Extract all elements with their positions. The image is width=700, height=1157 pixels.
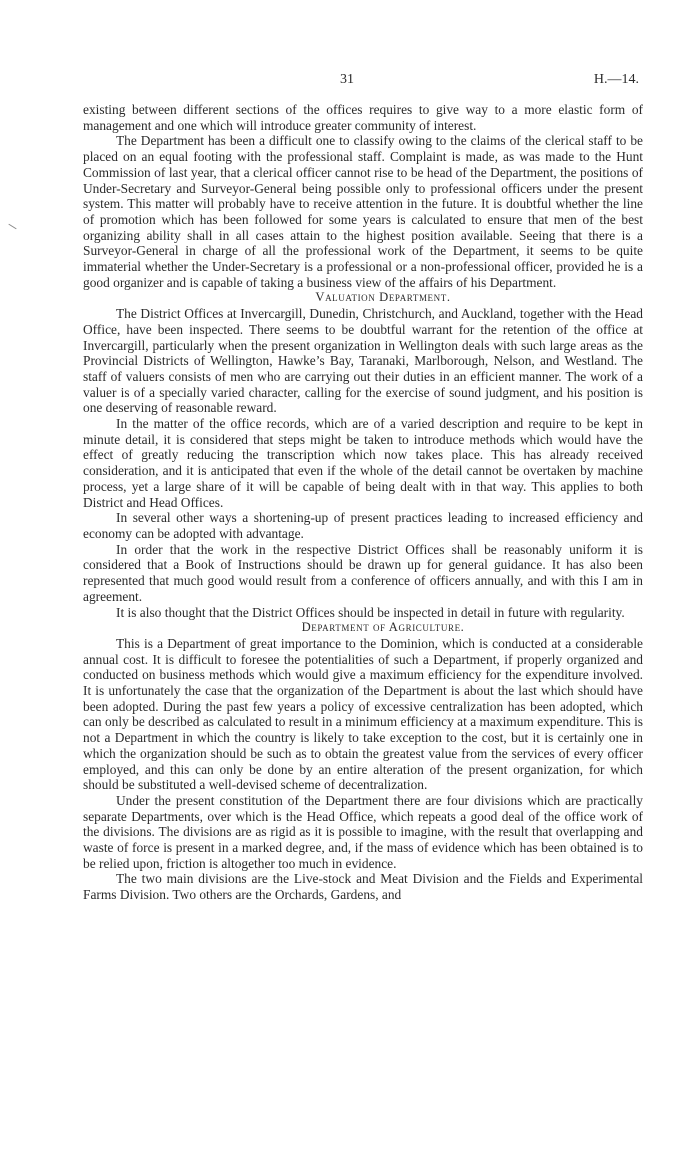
paragraph-intro: existing between different sections of the offices requires to give way to a more elastic form of management and one which will introduce greater community of interest. — [83, 102, 643, 133]
section-heading-valuation: Valuation Department. — [315, 290, 451, 305]
paragraph-valuation-offices: The District Offices at Invercargill, Dunedin, Christchurch, and Auckland, together with the Head Office, have been inspected. There seems to be doubtful warrant for the retention of the office at Invercargill, particularly when the present organization in Wellington deals with such large areas as the Provincial Districts of Wellington, Hawke’s Bay, Taranaki, Marlborough, Nelson, and Westland. The staff of valuers consists of men who are carrying out their duties in an efficient manner. The work of a valuer is of a specially varied character, calling for the exercise of sound judgment, and his position is one deserving of reasonable reward. — [83, 306, 643, 416]
section-heading-agriculture: Department of Agriculture. — [301, 620, 465, 635]
paragraph-valuation-shortening: In several other ways a shortening-up of present practices leading to increased efficiency and economy can be adopted with advantage. — [83, 510, 643, 541]
paragraph-valuation-records: In the matter of the office records, which are of a varied description and require to be kept in minute detail, it is considered that steps might be taken to introduce methods which would have the effect of greatly reducing the transcription which now takes place. This has already received consideration, and it is anticipated that even if the whole of the detail cannot be overtaken by machine process, yet a large share of it will be capable of being dealt with in that way. This applies to both District and Head Offices. — [83, 416, 643, 510]
paragraph-agriculture-divisions: The two main divisions are the Live-stock and Meat Division and the Fields and Experimental Farms Division. Two others are the Orchards, Gardens, and — [83, 871, 643, 903]
paragraph-agriculture-constitution: Under the present constitution of the Department there are four divisions which are practically separate Departments, over which is the Head Office, which repeats a good deal of the office work of the divisions. The divisions are as rigid as it is possible to imagine, with the result that overlapping and waste of force is present in a marked degree, and, if the mass of evidence which has been obtained is to be relied upon, friction is altogether too much in evidence. — [83, 792, 643, 871]
paper-reference: H.—14. — [593, 72, 639, 87]
paragraph-valuation-inspection: It is also thought that the District Offices should be inspected in detail in future with regularity. — [116, 604, 625, 620]
page-number: 31 — [340, 72, 354, 87]
page-header — [83, 72, 643, 92]
paragraph-agriculture-importance: This is a Department of great importance to the Dominion, which is conducted at a considerable annual cost. It is difficult to foresee the potentialities of such a Department, if properly organized and conducted on business methods which would give a maximum efficiency for the expenditure involved. It is unfortunately the case that the organization of the Department is about the last which should have been adopted. During the past few years a policy of excessive centralization has been adopted, which can only be described as calculated to result in a minimum efficiency at a maximum expenditure. This is not a Department in which the country is likely to take exception to the cost, but it is certainly one in which the organization should be such as to obtain the greatest value from the services of every officer employed, and this can only be done by an entire alteration of the present organization, for which should be substituted a well-devised scheme of decentralization. — [83, 635, 643, 793]
margin-mark — [8, 224, 16, 230]
paragraph-classification: The Department has been a difficult one to classify owing to the claims of the clerical staff to be placed on an equal footing with the professional staff. Complaint is made, as was made to the Hunt Commission of last year, that a clerical officer cannot rise to be head of the Department, the positions of Under-Secretary and Surveyor-General being possible only to professional officers under the present system. This matter will probably have to receive attention in the future. It is doubtful whether the line of promotion which has been followed for some years is calculated to ensure that men of the best organizing ability shall in all cases attain to the highest position available. Seeing that there is a Surveyor-General in charge of all the professional work of the Department, it seems to be quite immaterial whether the Under-Secretary is a professional or a non-professional officer, provided he is a good organizer and is capable of taking a business view of the affairs of his Department. — [83, 133, 643, 290]
paragraph-valuation-instructions: In order that the work in the respective District Offices shall be reasonably uniform it is considered that a Book of Instructions should be drawn up for general guidance. It has also been represented that much good would result from a conference of officers annually, and with this I am in agreement. — [83, 541, 643, 604]
